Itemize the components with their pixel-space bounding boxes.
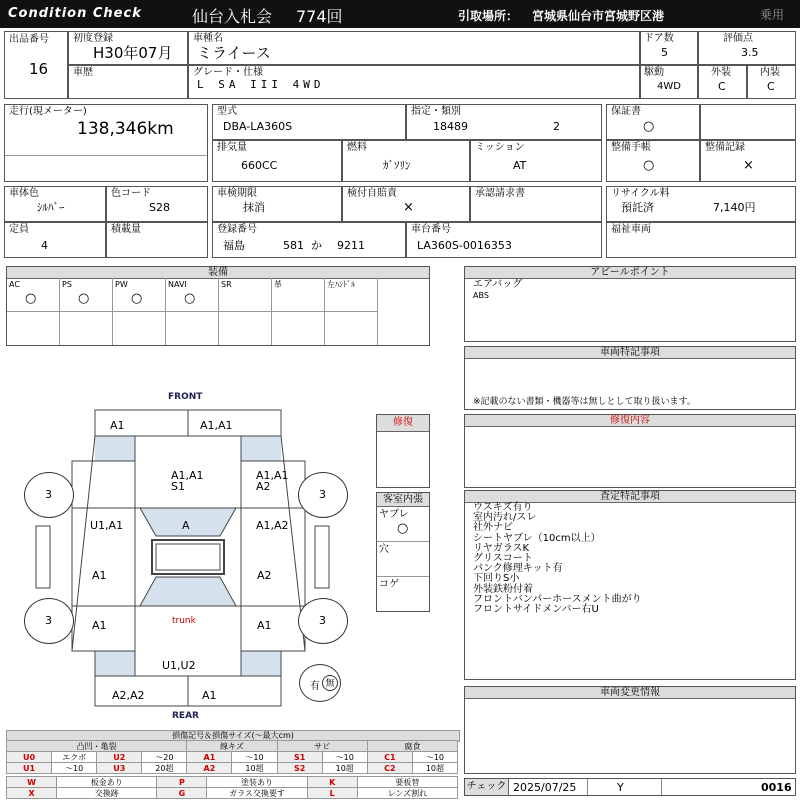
equipment-mark: ○ <box>184 291 196 306</box>
change-info-title: 車両変更情報 <box>465 687 795 699</box>
mark-front-left: A1 <box>110 419 125 432</box>
insurance-label: 検付自賠責 <box>347 188 397 199</box>
cabin-box <box>376 492 430 612</box>
lot-number: 16 <box>29 60 49 78</box>
insurance-mark: × <box>403 200 414 215</box>
mark-door-left: A1 <box>92 569 107 582</box>
equipment-title: 装備 <box>7 267 429 279</box>
mark-hood-left-2: S1 <box>171 480 185 493</box>
mission-value: AT <box>513 159 527 172</box>
spare-tire <box>299 664 341 702</box>
designation-label: 指定・類別 <box>411 106 461 117</box>
doors-value: 5 <box>661 46 668 59</box>
assessment-line: シートヤブレ（10cm以上） <box>473 532 601 544</box>
repair-detail-panel <box>464 414 796 488</box>
exterior-value: C <box>718 80 726 93</box>
mark-fender-left: U1,A1 <box>90 519 124 532</box>
car-name-value: ミライース <box>197 44 271 62</box>
lot-label: 出品番号 <box>9 34 49 45</box>
mission-label: ミッション <box>475 142 525 153</box>
mark-hood-left: A1,A1 <box>171 469 204 482</box>
fuel-label: 燃料 <box>347 142 367 153</box>
check-label: チェック <box>465 779 509 795</box>
claim-label: 承認請求書 <box>475 188 525 199</box>
capacity-label: 定員 <box>9 224 29 235</box>
mark-bumper-left: A2,A2 <box>112 689 145 702</box>
chassis-label: 車台番号 <box>411 224 451 235</box>
equipment-mark: ○ <box>78 291 90 306</box>
auction-name: 仙台入札会 <box>192 7 273 26</box>
equipment-label: AC <box>9 280 20 289</box>
inspection-label: 車検期限 <box>217 188 257 199</box>
maint-record-box <box>700 140 796 182</box>
assessment-line: 外装鉄粉付着 <box>473 583 533 595</box>
recycle-box <box>606 186 796 222</box>
warranty-label: 保証書 <box>611 106 641 117</box>
interior-label: 内装 <box>760 67 780 78</box>
cabin-title: 客室内張 <box>377 493 429 507</box>
plate-kana: か <box>311 239 322 252</box>
score-label: 評価点 <box>723 33 753 44</box>
interior-value: C <box>767 80 775 93</box>
mark-rear-right: A1 <box>257 619 272 632</box>
claim-box <box>470 186 602 222</box>
rear-label: REAR <box>172 711 199 721</box>
maint-book-mark: ○ <box>643 158 655 173</box>
warranty-box <box>606 104 700 140</box>
plate-label: 登録番号 <box>217 224 257 235</box>
cabin-item-hole: 穴 <box>379 544 389 555</box>
body-color-value: ｼﾙﾊﾞｰ <box>37 201 65 214</box>
drive-label: 駆動 <box>644 67 664 78</box>
equipment-mark: ○ <box>131 291 143 306</box>
footer-number: 0016 <box>761 781 792 794</box>
pickup-place: 宮城県仙台市宮城野区港 <box>532 9 665 23</box>
repair-title: 修復 <box>377 415 429 432</box>
grade-label: グレード・仕様 <box>193 67 263 78</box>
mark-front-right: A1,A1 <box>200 419 233 432</box>
interior-box <box>747 65 796 99</box>
mark-center: A <box>182 519 190 532</box>
exterior-box <box>698 65 747 99</box>
special-panel <box>464 346 796 410</box>
mission-box <box>470 140 602 182</box>
equipment-label: 左ﾊﾝﾄﾞﾙ <box>327 280 355 289</box>
spare-mark: 無 <box>322 675 338 691</box>
displacement-label: 排気量 <box>217 142 247 153</box>
load-label: 積載量 <box>111 224 141 235</box>
assessment-line: パンク修理キット有 <box>473 563 563 575</box>
spare-label: 有 <box>310 681 320 692</box>
tire-front-right: 3 <box>298 472 348 518</box>
footer-box <box>464 778 796 796</box>
check-date: 2025/07/25 <box>513 781 577 794</box>
tire-rear-left: 3 <box>24 598 74 644</box>
color-code-label: 色コード <box>111 188 151 199</box>
repair-box <box>376 414 430 488</box>
equipment-label: PS <box>62 280 72 289</box>
plate-region: 福島 <box>223 239 245 252</box>
drive-box <box>640 65 698 99</box>
pickup-label: 引取場所： <box>458 9 519 23</box>
assessment-line: リヤガラスK <box>473 542 530 554</box>
cabin-mark-tear: ○ <box>397 521 409 536</box>
assessment-line: 下回りS小 <box>473 573 520 585</box>
assessment-line: フロントバンパーホースメント曲がり <box>473 593 642 605</box>
appeal-title: アピールポイント <box>465 267 795 279</box>
assessment-line: 社外ナビ <box>473 522 513 534</box>
legend-title: 損傷記号＆損傷サイズ(〜最大cm) <box>6 730 460 742</box>
assessment-title: 査定特記事項 <box>465 491 795 503</box>
capacity-value: 4 <box>41 239 48 252</box>
mark-rear-left: A1 <box>92 619 107 632</box>
model-value: DBA-LA360S <box>223 120 293 133</box>
cabin-item-burn: コゲ <box>379 579 399 590</box>
legend-table: 凸凹・亀裂 線キズ サビ 腐食 U0 エクボ U2 〜20 A1 〜10 S1 〜10 C1 〜10 U1 〜10 U3 20超 A2 10超 S2 10超 C2 10超 <box>6 740 458 774</box>
front-label: FRONT <box>168 392 203 402</box>
score-value: 3.5 <box>741 46 759 59</box>
assessment-line: ウスキズ有り <box>473 502 533 513</box>
inspection-value: 抹消 <box>243 201 265 214</box>
designation-value: 18489 <box>433 120 468 133</box>
equipment-label: SR <box>221 280 232 289</box>
exterior-label: 外装 <box>711 67 731 78</box>
score-box <box>698 31 796 65</box>
color-code-value: S28 <box>149 201 170 214</box>
equipment-mark: ○ <box>25 291 37 306</box>
checker: Y <box>617 781 624 794</box>
maint-book-label: 整備手帳 <box>611 142 651 153</box>
auction-session: 774回 <box>296 7 343 26</box>
special-title: 車両特記事項 <box>465 347 795 359</box>
special-note: ※記載のない書類・機器等は無しとして取り扱います。 <box>473 397 696 407</box>
classification-value: 2 <box>553 120 560 133</box>
history-label: 車歴 <box>73 67 93 78</box>
maint-record-label: 整備記録 <box>705 142 745 153</box>
mark-trunk: trunk <box>172 616 196 626</box>
mark-bumper-right: A1 <box>202 689 217 702</box>
appeal-line-2: ABS <box>473 291 489 300</box>
warranty-blank-box <box>700 104 796 140</box>
vehicle-class: 乗用 <box>760 8 785 22</box>
plate-number: 9211 <box>337 239 365 252</box>
first-reg-label: 初度登録 <box>73 33 113 44</box>
welfare-label: 福祉車両 <box>611 224 651 235</box>
maint-record-mark: × <box>743 158 754 173</box>
change-info-panel <box>464 686 796 774</box>
chassis-value: LA360S-0016353 <box>417 239 512 252</box>
mark-fender-right: A1,A2 <box>256 519 289 532</box>
assessment-line: フロントサイドメンバー右U <box>473 604 599 615</box>
fuel-value: ｶﾞｿﾘﾝ <box>383 159 411 172</box>
tire-front-left: 3 <box>24 472 74 518</box>
model-label: 型式 <box>217 106 237 117</box>
body-color-label: 車体色 <box>9 188 39 199</box>
appeal-line-1: エアバッグ <box>473 279 523 290</box>
legend-table-2: W 板金あり P 塗装あり K 要板替 X 交換跡 G ガラス交換要す L レンズ割れ <box>6 776 458 799</box>
warranty-mark: ○ <box>643 119 655 134</box>
recycle-fee: 7,140円 <box>713 201 756 214</box>
mark-hood-right-2: A2 <box>256 480 271 493</box>
appeal-panel <box>464 266 796 342</box>
first-reg-value: H30年07月 <box>93 44 173 62</box>
mark-rear-center: U1,U2 <box>162 659 196 672</box>
assessment-line: グリスコート <box>473 553 533 564</box>
brand-title: Condition Check <box>8 6 142 21</box>
assessment-line: 室内汚れ/スレ <box>473 512 537 524</box>
equipment-label: NAVI <box>168 280 187 289</box>
equipment-label: PW <box>115 280 128 289</box>
grade-value: L SA III 4WD <box>197 78 325 91</box>
car-name-label: 車種名 <box>193 33 223 44</box>
plate-class: 581 <box>283 239 304 252</box>
mark-door-right: A2 <box>257 569 272 582</box>
recycle-label: リサイクル料 <box>611 188 670 199</box>
cabin-item-tear: ヤブレ <box>379 509 409 520</box>
equipment-label: 革 <box>274 280 282 289</box>
repair-detail-title: 修復内容 <box>465 415 795 427</box>
displacement-value: 660CC <box>241 159 278 172</box>
mileage-value: 138,346km <box>77 119 174 139</box>
mark-hood-right: A1,A1 <box>256 469 289 482</box>
welfare-box <box>606 222 796 258</box>
mileage-label: 走行(現メーター) <box>9 106 87 117</box>
doors-box <box>640 31 698 65</box>
assessment-panel <box>464 490 796 680</box>
tire-rear-right: 3 <box>298 598 348 644</box>
recycle-status: 預託済 <box>621 201 654 214</box>
drive-value: 4WD <box>657 81 681 92</box>
maint-book-box <box>606 140 700 182</box>
doors-label: ドア数 <box>644 33 674 44</box>
